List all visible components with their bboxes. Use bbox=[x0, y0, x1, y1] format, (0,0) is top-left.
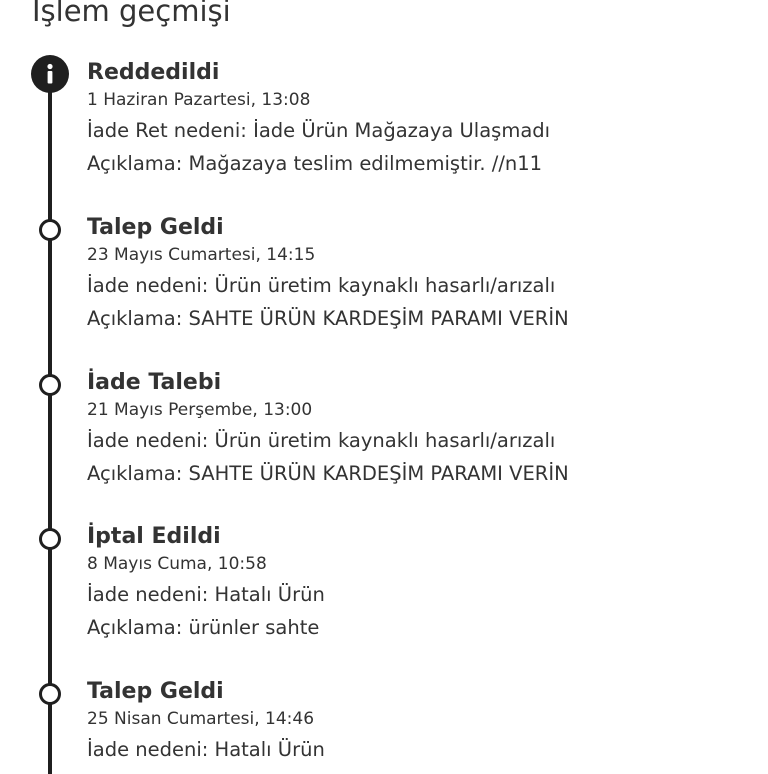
event-note: Açıklama: SAHTE ÜRÜN KARDEŞİM PARAMI VERİN bbox=[87, 307, 569, 330]
event-note: Açıklama: ürünler sahte bbox=[87, 616, 320, 639]
event-reason: İade nedeni: Hatalı Ürün bbox=[87, 583, 325, 606]
event-date: 8 Mayıs Cuma, 10:58 bbox=[87, 554, 267, 574]
page-title: Işlem geçmişi bbox=[32, 0, 231, 28]
timeline-marker bbox=[39, 374, 61, 396]
event-reason: İade Ret nedeni: İade Ürün Mağazaya Ulaşmadı bbox=[87, 119, 551, 142]
timeline-event bbox=[87, 678, 757, 769]
event-status: İade Talebi bbox=[87, 370, 222, 395]
event-reason: İade nedeni: Hatalı Ürün bbox=[87, 738, 325, 761]
info-glyph bbox=[31, 55, 69, 93]
event-status: Talep Geldi bbox=[87, 679, 224, 704]
event-reason: İade nedeni: Ürün üretim kaynaklı hasarlı/arızalı bbox=[87, 429, 556, 452]
event-status: Talep Geldi bbox=[87, 215, 224, 240]
timeline-line bbox=[48, 74, 52, 774]
event-status: İptal Edildi bbox=[87, 524, 221, 549]
timeline-marker bbox=[39, 683, 61, 705]
timeline-event bbox=[87, 59, 757, 183]
event-date: 25 Nisan Cumartesi, 14:46 bbox=[87, 709, 315, 729]
timeline-event bbox=[87, 214, 757, 338]
event-note: Açıklama: SAHTE ÜRÜN KARDEŞİM PARAMI VERİN bbox=[87, 462, 569, 485]
event-date: 21 Mayıs Perşembe, 13:00 bbox=[87, 400, 313, 420]
timeline-marker bbox=[39, 528, 61, 550]
event-reason: İade nedeni: Ürün üretim kaynaklı hasarlı/arızalı bbox=[87, 274, 556, 297]
event-date: 23 Mayıs Cumartesi, 14:15 bbox=[87, 245, 316, 265]
event-date: 1 Haziran Pazartesi, 13:08 bbox=[87, 90, 311, 110]
timeline-marker bbox=[39, 219, 61, 241]
event-status: Reddedildi bbox=[87, 60, 220, 85]
timeline-event bbox=[87, 523, 757, 647]
event-note: Açıklama: Mağazaya teslim edilmemiştir. //n11 bbox=[87, 152, 543, 175]
info-icon bbox=[31, 55, 69, 93]
timeline-event bbox=[87, 369, 757, 493]
